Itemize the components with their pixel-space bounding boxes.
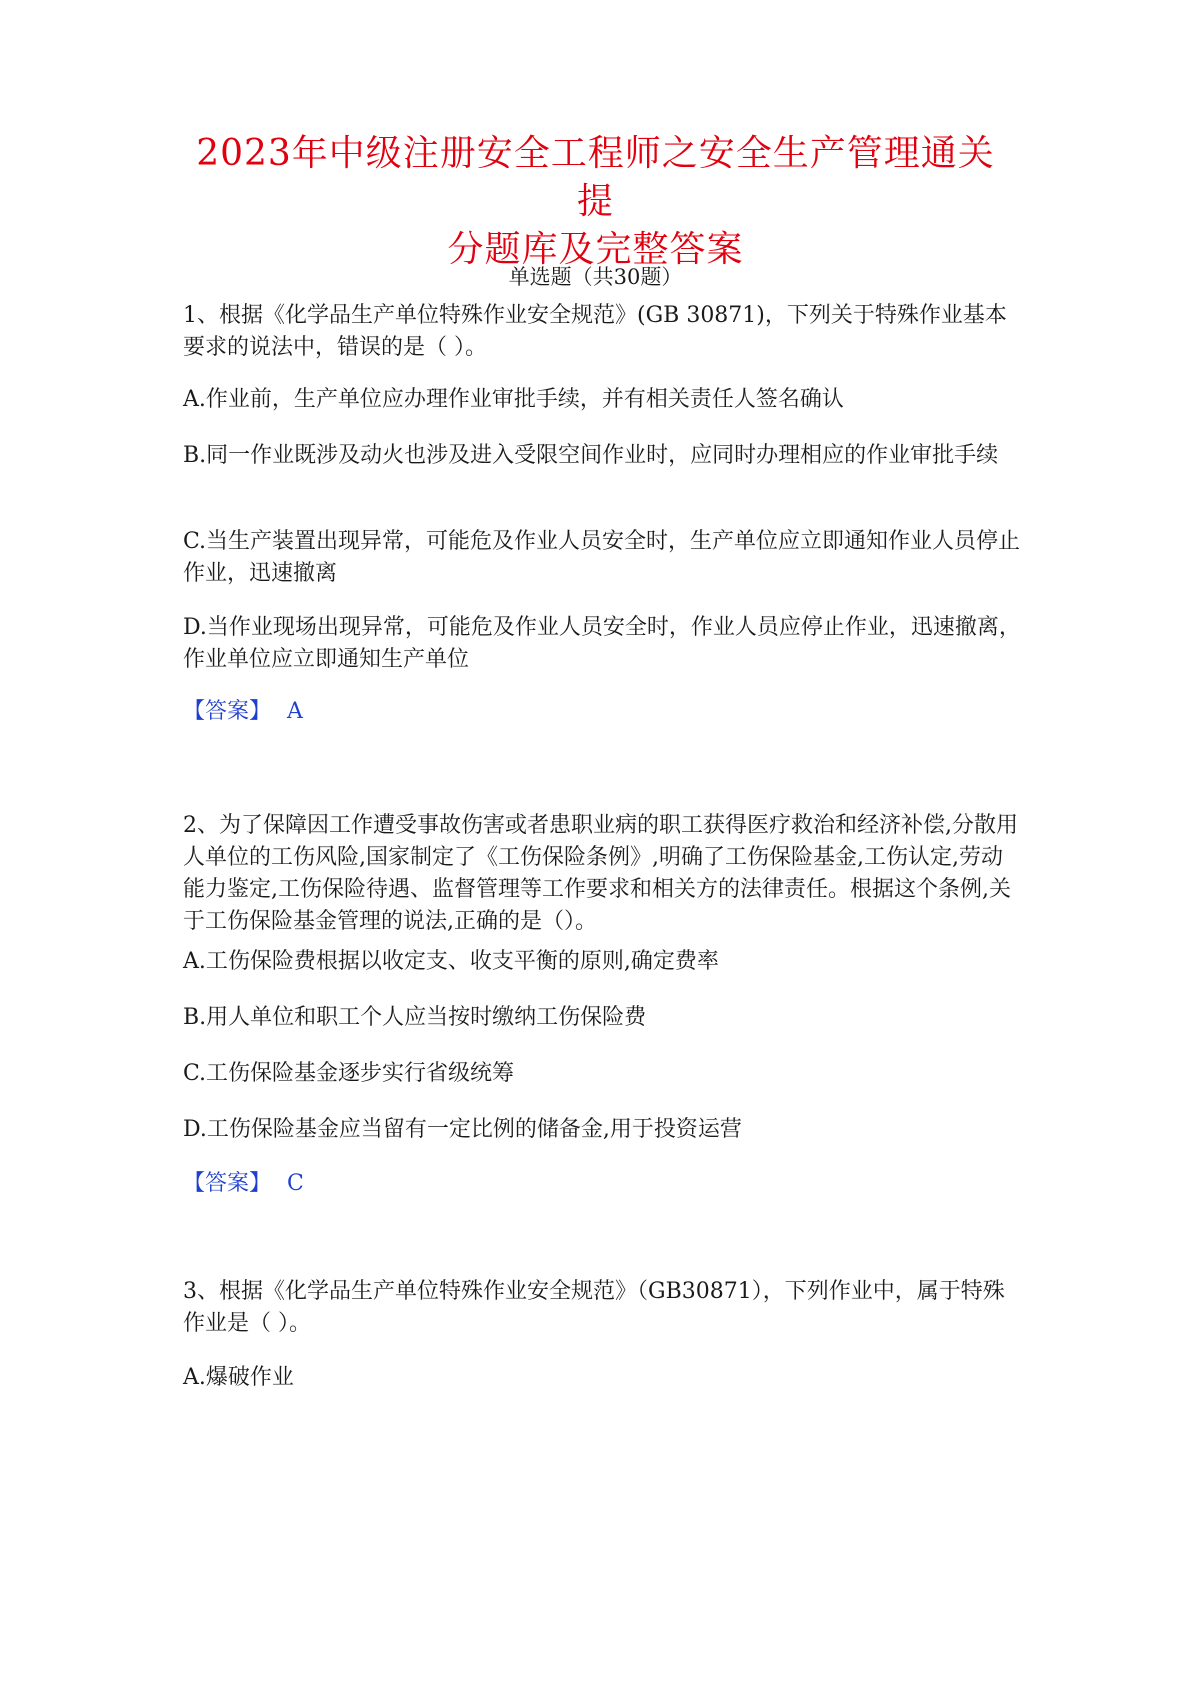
- question-2-stem: 2、为了保障因工作遭受事故伤害或者患职业病的职工获得医疗救治和经济补偿,分散用人单位的工伤风险,国家制定了《工伤保险条例》,明确了工伤保险基金,工伤认定,劳动能力鉴定,工伤保险待遇、监督管理等工作要求和相关方的法律责任。根据这个条例,关于工伤保险基金管理的说法,正确的是（）。: [183, 813, 1018, 934]
- question-2-option-c: C.工伤保险基金逐步实行省级统筹: [183, 1061, 515, 1086]
- question-1-answer: [183, 696, 1023, 728]
- question-3-option-a: A.爆破作业: [183, 1365, 294, 1390]
- document-title-line-1: 2023年中级注册安全工程师之安全生产管理通关提: [196, 133, 995, 222]
- question-2-option-a: A.工伤保险费根据以收定支、收支平衡的原则,确定费率: [183, 949, 719, 974]
- question-2-answer: [183, 1168, 1023, 1200]
- answer-value: C: [287, 1171, 304, 1196]
- answer-label: 【答案】: [183, 699, 272, 724]
- question-2-option-b: B.用人单位和职工个人应当按时缴纳工伤保险费: [183, 1005, 647, 1030]
- question-1-option-b: B.同一作业既涉及动火也涉及进入受限空间作业时，应同时办理相应的作业审批手续: [183, 443, 999, 468]
- document-title-line-2: 分题库及完整答案: [447, 229, 744, 270]
- question-1-stem: 1、根据《化学品生产单位特殊作业安全规范》(GB 30871)，下列关于特殊作业基本要求的说法中，错误的是（ ）。: [183, 303, 1007, 360]
- question-1-option-d: D.当作业现场出现异常，可能危及作业人员安全时，作业人员应停止作业，迅速撤离，作业单位应立即通知生产单位: [183, 615, 1021, 672]
- question-3-stem: 3、根据《化学品生产单位特殊作业安全规范》（GB30871），下列作业中，属于特殊作业是（ ）。: [183, 1279, 1005, 1336]
- section-heading: 单选题（共30题）: [508, 265, 683, 289]
- document-title: [180, 130, 1011, 274]
- question-2-option-d: D.工伤保险基金应当留有一定比例的储备金,用于投资运营: [183, 1117, 742, 1142]
- answer-value: A: [287, 699, 303, 724]
- question-1-option-a: A.作业前，生产单位应办理作业审批手续，并有相关责任人签名确认: [183, 387, 844, 412]
- answer-label: 【答案】: [183, 1171, 272, 1196]
- question-1-option-c: C.当生产装置出现异常，可能危及作业人员安全时，生产单位应立即通知作业人员停止作业，迅速撤离: [183, 529, 1021, 586]
